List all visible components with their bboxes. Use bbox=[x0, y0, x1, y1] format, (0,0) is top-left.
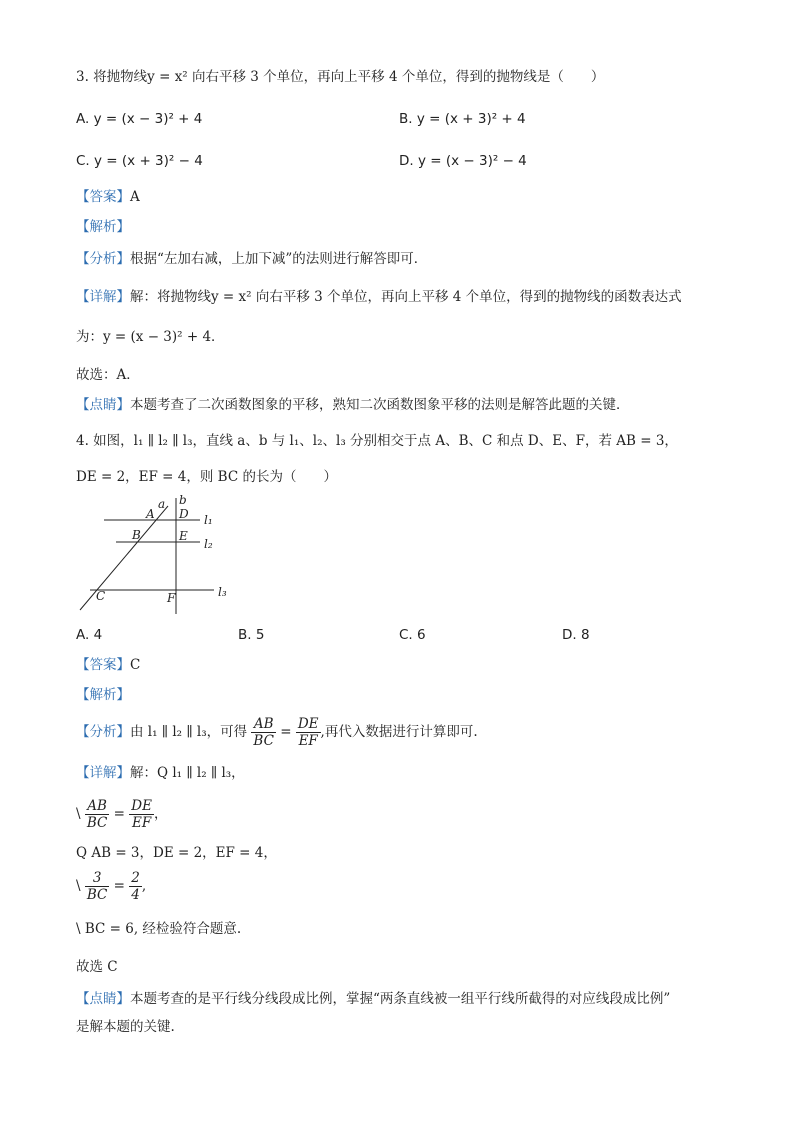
frac-den-bc: BC bbox=[253, 733, 274, 749]
q4-answer: C bbox=[130, 657, 141, 673]
q4-step-2: \ $\frac{AB}{BC}$ = $\frac{DE}{EF}$ ， bbox=[76, 798, 168, 831]
label-A: A bbox=[146, 507, 155, 521]
parallel-lines-figure bbox=[72, 492, 242, 616]
label-l3: l₃ bbox=[218, 585, 227, 599]
label-B: B bbox=[132, 528, 141, 542]
q4-step-4: \ $\frac{3}{BC}$ = $\frac{2}{4}$ , bbox=[76, 870, 147, 903]
label-C: C bbox=[96, 589, 106, 603]
frac-num-de: DE bbox=[297, 716, 319, 732]
q4-fenxi-row: 【分析】由 l₁ ∥ l₂ ∥ l₃，可得 $\frac{AB}{BC}$ = $\frac{DE}{EF}$ ,再代入数据进行计算即可. bbox=[76, 716, 478, 749]
label-l1: l₁ bbox=[204, 513, 213, 527]
q3-choice: 故选：A． bbox=[76, 367, 140, 383]
frac-num-ab-2: AB bbox=[85, 798, 110, 815]
fraction-de-ef-2 bbox=[129, 798, 154, 831]
q3-dianjing-tag: 【点睛】 bbox=[76, 397, 130, 413]
fraction-3-bc bbox=[85, 870, 110, 903]
label-D: D bbox=[179, 507, 189, 521]
frac-num-2: 2 bbox=[131, 870, 140, 886]
frac-den-bc-3: BC bbox=[86, 887, 108, 903]
frac-num-3: 3 bbox=[85, 870, 110, 887]
q3-dianjing-text: 本题考查了二次函数图象的平移，熟知二次函数图象平移的法则是解答此题的关键． bbox=[130, 397, 630, 413]
q3-answer-tag: 【答案】 bbox=[76, 189, 130, 205]
q3-option-b: B. y = (x + 3)² + 4 bbox=[399, 111, 526, 127]
q4-option-a: A. 4 bbox=[76, 627, 103, 643]
q3-answer-row bbox=[76, 188, 140, 206]
label-l2: l₂ bbox=[204, 537, 213, 551]
q4-answer-tag: 【答案】 bbox=[76, 657, 130, 673]
q3-xiangjie-text-2: 为：y = (x − 3)² + 4． bbox=[76, 329, 225, 345]
q4-step4-post: , bbox=[141, 878, 147, 894]
frac-num-ab: AB bbox=[251, 716, 276, 733]
q4-step-3: Q AB = 3，DE = 2，EF = 4， bbox=[76, 845, 277, 861]
q4-choice: 故选 C bbox=[76, 959, 118, 975]
q3-xiangjie-text-1: 解：将抛物线y = x² 向右平移 3 个单位，再向上平移 4 个单位，得到的抛物线的函数表达式 bbox=[130, 289, 682, 305]
q4-answer-row bbox=[76, 656, 140, 674]
q4-step-5: \ BC = 6, 经检验符合题意. bbox=[76, 921, 242, 937]
q3-analysis-tag: 【解析】 bbox=[76, 219, 130, 235]
q3-fenxi-tag: 【分析】 bbox=[76, 251, 130, 267]
q4-option-d: D. 8 bbox=[562, 627, 590, 643]
q3-fenxi-row bbox=[76, 250, 427, 268]
q3-option-a: A. y = (x − 3)² + 4 bbox=[76, 111, 203, 127]
q4-xiangjie-text-1: 解：Q l₁ ∥ l₂ ∥ l₃， bbox=[130, 765, 245, 781]
frac-den-bc-2: BC bbox=[86, 815, 108, 831]
q4-option-b: B. 5 bbox=[238, 627, 265, 643]
q4-fenxi-tag: 【分析】 bbox=[76, 724, 130, 740]
q4-xiangjie-row bbox=[76, 764, 245, 782]
fraction-de-ef bbox=[296, 716, 321, 749]
q4-dianjing-text-1: 本题考查的是平行线分线段成比例，掌握“两条直线被一组平行线所截得的对应线段成比例” bbox=[130, 991, 671, 1007]
q4-analysis-tag: 【解析】 bbox=[76, 687, 130, 703]
frac-num-de-2: DE bbox=[131, 798, 152, 814]
frac-den-ef-2: EF bbox=[132, 815, 152, 831]
frac-den-ef: EF bbox=[298, 733, 318, 749]
q4-dianjing-text-2: 是解本题的关键. bbox=[76, 1019, 175, 1035]
q3-xiangjie-row bbox=[76, 288, 682, 306]
q3-fenxi-text: 根据“左加右减，上加下减”的法则进行解答即可． bbox=[130, 251, 428, 267]
fraction-ab-bc bbox=[251, 716, 276, 749]
q4-fenxi-post: ,再代入数据进行计算即可. bbox=[320, 724, 478, 740]
frac-den-4: 4 bbox=[131, 887, 140, 903]
label-b: b bbox=[179, 493, 187, 507]
line-a bbox=[80, 506, 168, 610]
fraction-2-4 bbox=[129, 870, 142, 903]
q3-xiangjie-tag: 【详解】 bbox=[76, 289, 130, 305]
q3-stem: 3. 将抛物线y = x² 向右平移 3 个单位，再向上平移 4 个单位，得到的抛物线是（ ） bbox=[76, 69, 605, 85]
q4-xiangjie-tag: 【详解】 bbox=[76, 765, 130, 781]
q4-step2-pre: \ bbox=[76, 806, 81, 822]
q3-answer: A bbox=[130, 189, 140, 205]
fraction-ab-bc-2 bbox=[85, 798, 110, 831]
q3-option-c: C. y = (x + 3)² − 4 bbox=[76, 153, 203, 169]
q4-step4-pre: \ bbox=[76, 878, 81, 894]
label-E: E bbox=[179, 529, 188, 543]
label-F: F bbox=[167, 591, 176, 605]
q4-option-c: C. 6 bbox=[399, 627, 426, 643]
label-a: a bbox=[158, 497, 166, 511]
q4-stem-1: 4. 如图，l₁ ∥ l₂ ∥ l₃，直线 a、b 与 l₁、l₂、l₃ 分别相交于点 A、B、C 和点 D、E、F，若 AB = 3， bbox=[76, 433, 678, 449]
q3-dianjing-row bbox=[76, 396, 630, 414]
q4-step2-post: ， bbox=[153, 806, 168, 822]
q4-dianjing-row bbox=[76, 990, 670, 1008]
q4-stem-2: DE = 2，EF = 4，则 BC 的长为（ ） bbox=[76, 469, 337, 485]
q4-dianjing-tag: 【点睛】 bbox=[76, 991, 130, 1007]
q4-fenxi-pre: 由 l₁ ∥ l₂ ∥ l₃，可得 bbox=[130, 724, 248, 740]
q3-option-d: D. y = (x − 3)² − 4 bbox=[399, 153, 527, 169]
